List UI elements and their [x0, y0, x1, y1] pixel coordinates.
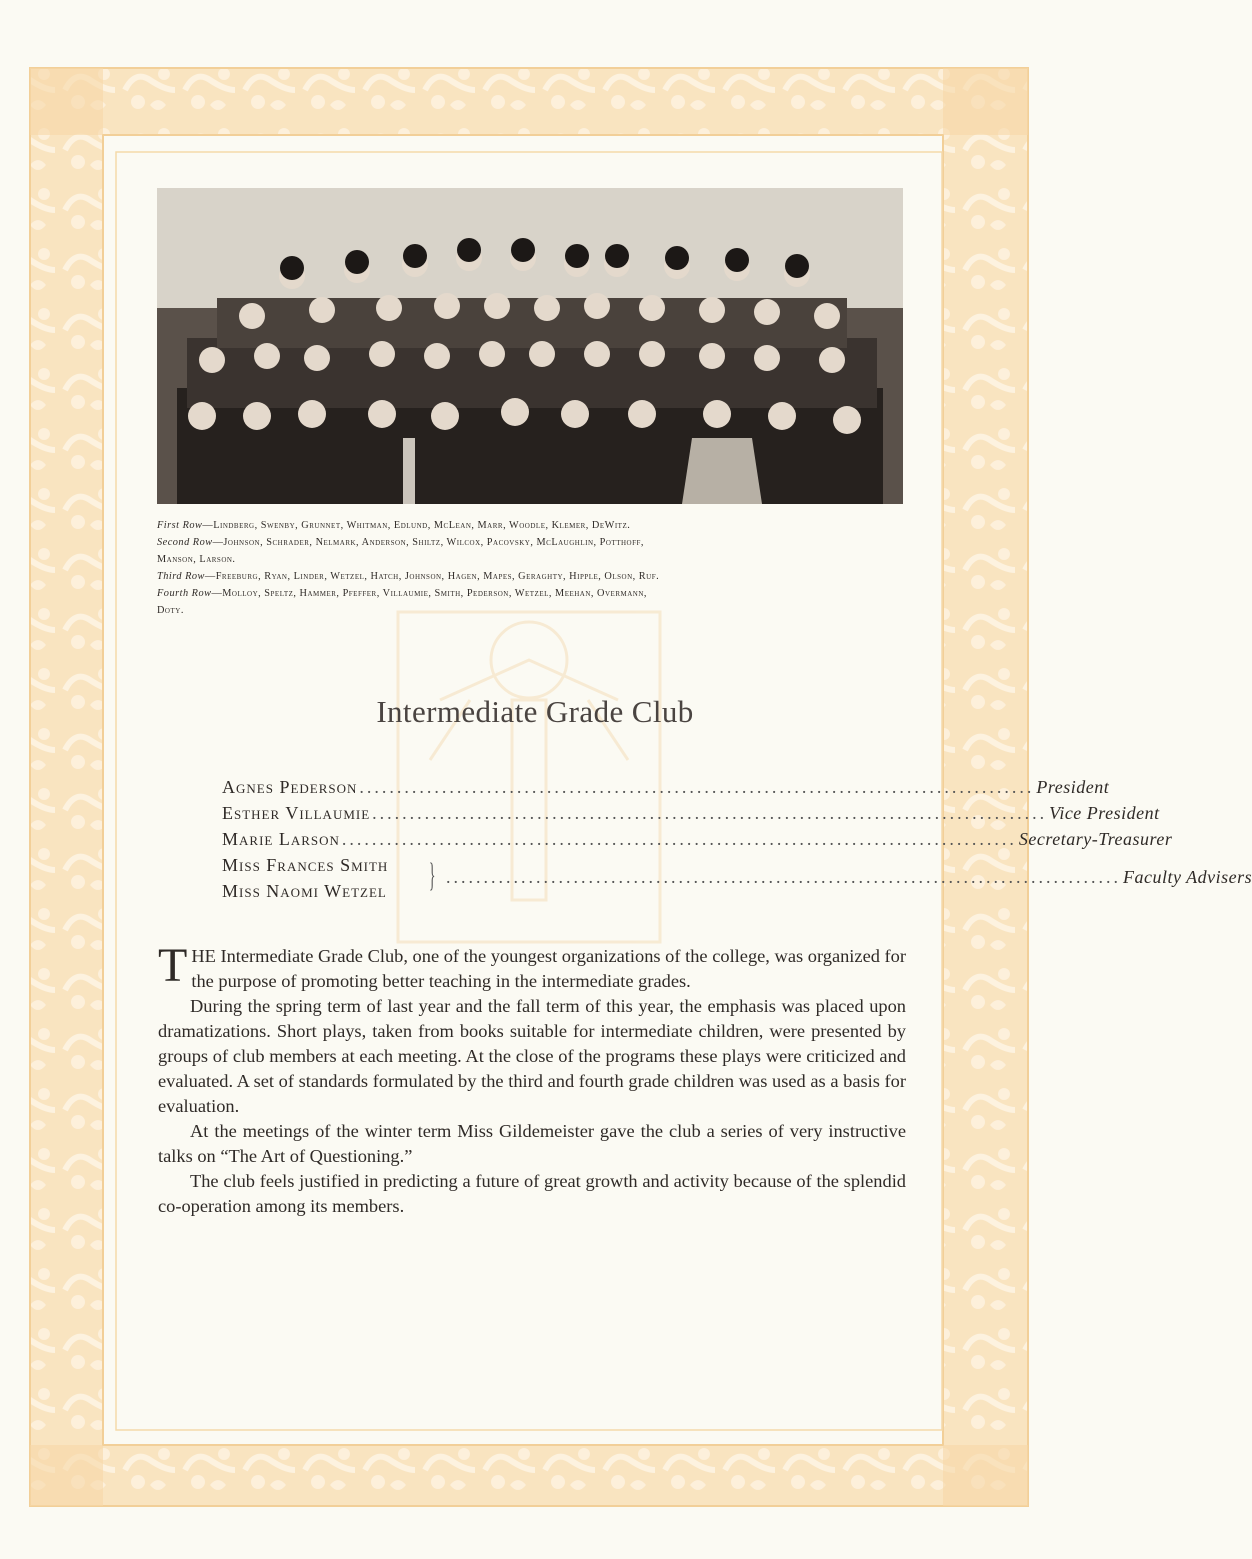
officer-row [222, 826, 1173, 852]
officer-row [222, 800, 1160, 826]
brace-glyph: } [428, 857, 436, 894]
officer-role: Vice President [1049, 803, 1160, 823]
group-photograph [157, 188, 903, 504]
article-body [158, 939, 906, 1219]
photo-caption [157, 517, 907, 619]
officers-list [222, 774, 1252, 904]
drop-cap: T [158, 939, 188, 992]
officer-role: President [1036, 777, 1110, 797]
caption-row: Second Row—Johnson, Schrader, Nelmark, Anderson, Shiltz, Wilcox, Pacovsky, McLaughlin, Potthoff, [157, 537, 644, 548]
leader-dots: .......................................................................................... [359, 777, 1035, 797]
caption-row-cont: Doty. [157, 605, 184, 616]
officer-name: Marie Larson [222, 829, 340, 849]
officer-name: Esther Villaumie [222, 803, 371, 823]
leader-dots: .......................................................................................... [446, 867, 1121, 887]
paragraph: During the spring term of last year and the fall term of this year, the emphasis was placed upon dramatizations. Short plays, taken from books suitable for intermediate children, were presented by groups of club members at each meeting. At the close of the programs these plays were criticized and evaluated. A set of standards formulated by the third and fourth grade children was used as a basis for evaluation. [158, 996, 906, 1116]
adviser-role: Faculty Advisers [1123, 867, 1252, 887]
adviser-names [222, 852, 388, 904]
adviser-name: Miss Naomi Wetzel [222, 881, 387, 901]
officer-row [222, 774, 1110, 800]
caption-row: Third Row—Freeburg, Ryan, Linder, Wetzel, Hatch, Johnson, Hagen, Mapes, Geraghty, Hipple, Olson, Ruf. [157, 571, 660, 582]
leader-dots: .......................................................................................... [341, 829, 1017, 849]
advisers-block [222, 852, 1252, 904]
leader-dots: .......................................................................................... [372, 803, 1048, 823]
officer-role: Secretary-Treasurer [1018, 829, 1173, 849]
paragraph: The club feels justified in predicting a future of great growth and activity because of the splendid co-operation among its members. [158, 1171, 906, 1216]
paragraph: THE Intermediate Grade Club, one of the youngest organizations of the college, was organized for the purpose of promoting better teaching in the intermediate grades. [158, 939, 906, 992]
adviser-role-line [444, 864, 1252, 890]
caption-row: Fourth Row—Molloy, Speltz, Hammer, Pfeffer, Villaumie, Smith, Pederson, Wetzel, Meehan, Overmann, [157, 588, 647, 599]
paragraph: At the meetings of the winter term Miss Gildemeister gave the club a series of very instructive talks on “The Art of Questioning.” [158, 1121, 906, 1166]
adviser-name: Miss Frances Smith [222, 855, 389, 875]
page-title: Intermediate Grade Club [376, 694, 694, 729]
officer-name: Agnes Pederson [222, 777, 358, 797]
caption-row: First Row—Lindberg, Swenby, Grunnet, Whitman, Edlund, McLean, Marr, Woodle, Klemer, DeWitz. [157, 520, 631, 531]
caption-row-cont: Manson, Larson. [157, 554, 236, 565]
